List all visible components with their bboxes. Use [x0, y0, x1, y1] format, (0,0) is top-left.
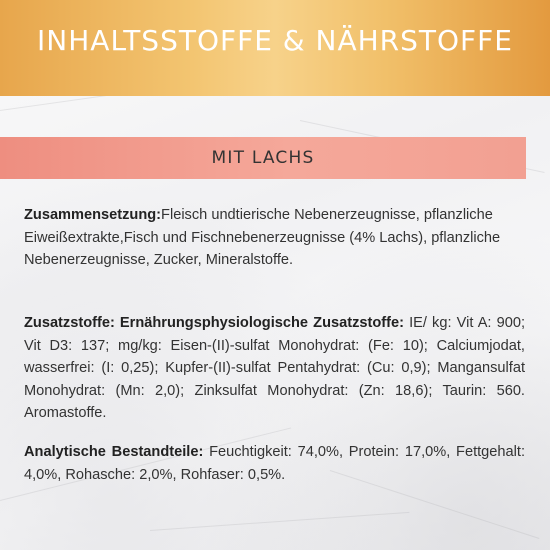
composition-text: Fleisch undtierische Nebenerzeugnisse, pflanzliche Eiweißextrakte,Fisch und Fischnebenerzeugnisse (4% Lachs), pflanzliche Nebenerzeugnisse, Zucker, Mineralstoffe.: [24, 207, 501, 268]
composition-label: Zusammensetzung:: [24, 207, 162, 223]
analytical-label: Analytische Bestandteile:: [24, 444, 204, 460]
composition-block: [24, 204, 525, 272]
header-banner: [0, 0, 550, 96]
additives-label: Zusatzstoffe: Ernährungsphysiologische Zusatzstoffe:: [24, 315, 404, 331]
section-title: MIT LACHS: [211, 148, 315, 168]
section-header: [0, 137, 526, 179]
analytical-block: [24, 441, 525, 486]
marble-texture: [150, 512, 409, 531]
analytical-text: Feuchtigkeit: 74,0%, Protein: 17,0%, Fettgehalt: 4,0%, Rohasche: 2,0%, Rohfaser: 0,5%.: [24, 444, 525, 483]
additives-text: IE/ kg: Vit A: 900; Vit D3: 137; mg/kg: Eisen-(II)-sulfat Monohydrat: (Fe: 10); Calciumjodat, wasserfrei: (I: 0,25); Kupfer-(II)-sulfat Pentahydrat: (Cu: 0,9); Mangansulfat Monohydrat: (Mn: 2,0); Zinksulfat Monohydrat: (Zn: 18,6); Taurin: 560. Aromastoffe.: [24, 315, 526, 421]
additives-block: [24, 312, 525, 425]
page-title: INHALTSSTOFFE & NÄHRSTOFFE: [37, 23, 513, 57]
